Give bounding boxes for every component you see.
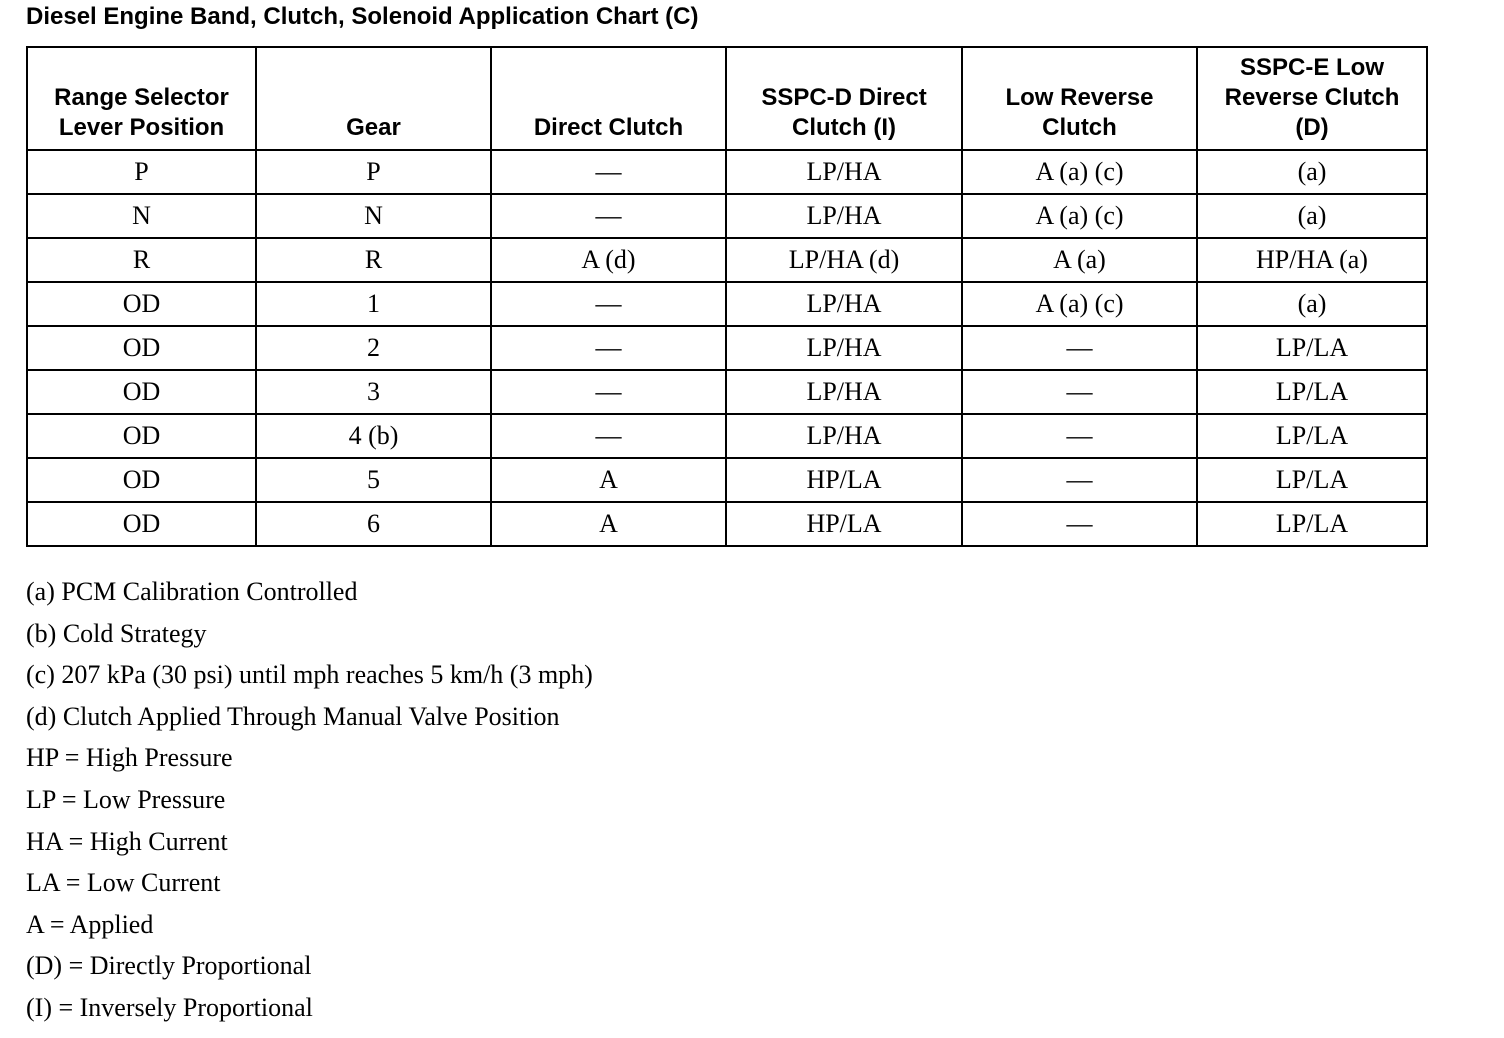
cell-direct-clutch: A (d) <box>491 238 726 282</box>
cell-direct-clutch: — <box>491 194 726 238</box>
cell-sspc-d: LP/HA <box>726 326 962 370</box>
footnote-line: (a) PCM Calibration Controlled <box>26 577 358 606</box>
table-row <box>27 414 1427 458</box>
cell-sspc-e: LP/LA <box>1197 370 1427 414</box>
cell-low-reverse-clutch: A (a) (c) <box>962 150 1197 194</box>
cell-gear: P <box>256 150 491 194</box>
table-row <box>27 502 1427 546</box>
cell-range-position: N <box>27 194 256 238</box>
header-sspc-d-direct-clutch: SSPC-D Direct Clutch (I) <box>726 47 962 150</box>
header-range-selector-lever-position: Range Selector Lever Position <box>27 47 256 150</box>
cell-sspc-e: LP/LA <box>1197 414 1427 458</box>
cell-sspc-e: (a) <box>1197 150 1427 194</box>
cell-direct-clutch: — <box>491 414 726 458</box>
cell-gear: 3 <box>256 370 491 414</box>
cell-low-reverse-clutch: — <box>962 326 1197 370</box>
footnote-line: (I) = Inversely Proportional <box>26 992 313 1022</box>
table-row <box>27 370 1427 414</box>
table-row <box>27 326 1427 370</box>
table-row <box>27 282 1427 326</box>
footnote-line: LA = Low Current <box>26 868 221 898</box>
table-body <box>27 150 1427 546</box>
header-direct-clutch: Direct Clutch <box>491 47 726 150</box>
table-row <box>27 238 1427 282</box>
cell-direct-clutch: A <box>491 502 726 546</box>
cell-gear: 4 (b) <box>256 414 491 458</box>
cell-low-reverse-clutch: — <box>962 458 1197 502</box>
cell-range-position: R <box>27 238 256 282</box>
cell-range-position: OD <box>27 458 256 502</box>
cell-low-reverse-clutch: A (a) <box>962 238 1197 282</box>
footnote-line: (b) Cold Strategy <box>26 618 207 648</box>
cell-gear: 5 <box>256 458 491 502</box>
cell-low-reverse-clutch: A (a) (c) <box>962 282 1197 326</box>
footnote-line: (c) 207 kPa (30 psi) until mph reaches 5 km/h (3 mph) <box>26 660 593 690</box>
cell-sspc-e: LP/LA <box>1197 326 1427 370</box>
cell-sspc-d: HP/LA <box>726 458 962 502</box>
cell-low-reverse-clutch: — <box>962 414 1197 458</box>
cell-low-reverse-clutch: — <box>962 502 1197 546</box>
cell-direct-clutch: — <box>491 150 726 194</box>
cell-direct-clutch: — <box>491 370 726 414</box>
cell-direct-clutch: A <box>491 458 726 502</box>
footnotes-legend <box>26 571 593 1029</box>
cell-low-reverse-clutch: — <box>962 370 1197 414</box>
cell-range-position: OD <box>27 326 256 370</box>
cell-sspc-d: LP/HA <box>726 370 962 414</box>
cell-gear: 2 <box>256 326 491 370</box>
cell-sspc-e: (a) <box>1197 282 1427 326</box>
application-chart-table <box>26 46 1428 547</box>
cell-sspc-e: HP/HA (a) <box>1197 238 1427 282</box>
cell-sspc-d: HP/LA <box>726 502 962 546</box>
cell-direct-clutch: — <box>491 326 726 370</box>
cell-range-position: P <box>27 150 256 194</box>
footnote-line: (D) = Directly Proportional <box>26 951 312 981</box>
cell-gear: 6 <box>256 502 491 546</box>
header-sspc-e-low-reverse-clutch: SSPC-E Low Reverse Clutch (D) <box>1197 47 1427 150</box>
cell-range-position: OD <box>27 282 256 326</box>
cell-range-position: OD <box>27 414 256 458</box>
cell-sspc-d: LP/HA <box>726 414 962 458</box>
footnote-line: A = Applied <box>26 909 154 939</box>
cell-sspc-e: LP/LA <box>1197 458 1427 502</box>
table-row <box>27 150 1427 194</box>
footnote-line: HP = High Pressure <box>26 743 233 773</box>
footnote-line: (d) Clutch Applied Through Manual Valve Position <box>26 701 560 731</box>
cell-gear: 1 <box>256 282 491 326</box>
cell-direct-clutch: — <box>491 282 726 326</box>
footnote-line: HA = High Current <box>26 826 228 856</box>
cell-sspc-d: LP/HA <box>726 282 962 326</box>
header-low-reverse-clutch: Low Reverse Clutch <box>962 47 1197 150</box>
cell-sspc-e: (a) <box>1197 194 1427 238</box>
footnote-line: LP = Low Pressure <box>26 784 226 814</box>
cell-gear: R <box>256 238 491 282</box>
page-title: Diesel Engine Band, Clutch, Solenoid Application Chart (C) <box>26 3 699 30</box>
cell-sspc-e: LP/LA <box>1197 502 1427 546</box>
cell-gear: N <box>256 194 491 238</box>
cell-range-position: OD <box>27 370 256 414</box>
cell-low-reverse-clutch: A (a) (c) <box>962 194 1197 238</box>
cell-sspc-d: LP/HA (d) <box>726 238 962 282</box>
table-header-row <box>27 47 1427 150</box>
header-gear: Gear <box>256 47 491 150</box>
table-row <box>27 194 1427 238</box>
cell-sspc-d: LP/HA <box>726 150 962 194</box>
cell-range-position: OD <box>27 502 256 546</box>
table-row <box>27 458 1427 502</box>
cell-sspc-d: LP/HA <box>726 194 962 238</box>
